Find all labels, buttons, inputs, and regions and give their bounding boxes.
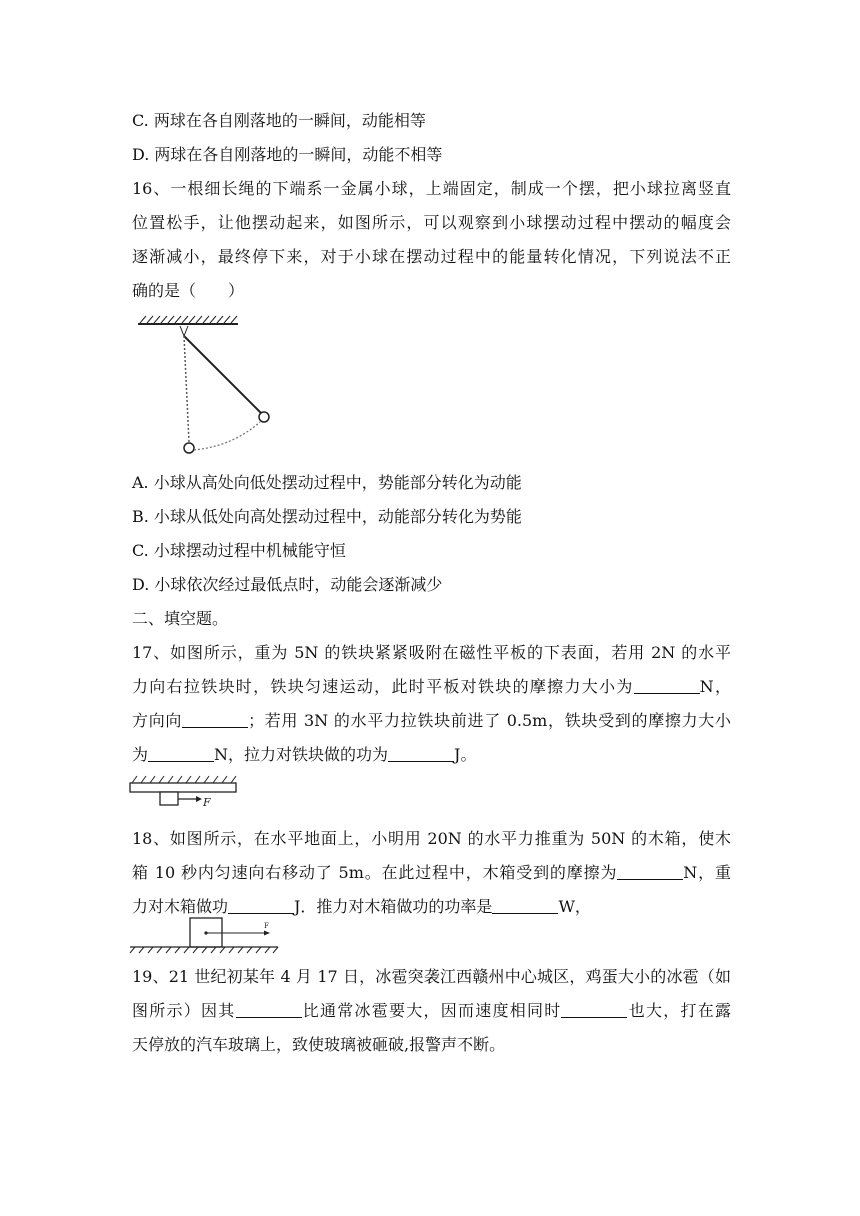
q16-option-a: A. 小球从高处向低处摆动过程中，势能部分转化为动能 <box>132 473 522 492</box>
q19-text: 图所示）因其 <box>132 1001 236 1020</box>
section-title-fill-in: 二、填空题。 <box>132 609 229 628</box>
q19-stem-line-3: 天停放的汽车玻璃上，致使玻璃被砸破,报警声不断。 <box>132 1035 506 1054</box>
q17-stem-line-3 <box>132 710 731 732</box>
q16-stem-line-1: 16、一根细长绳的下端系一金属小球，上端固定，制成一个摆，把小球拉离竖直 <box>132 179 731 198</box>
answer-blank[interactable] <box>561 1002 627 1018</box>
q16-stem-line-3: 逐渐减小，最终停下来，对于小球在摆动过程中的能量转化情况，下列说法不正 <box>132 247 731 266</box>
q16-stem-line-4: 确的是（ ） <box>132 281 245 300</box>
q17-text: N，拉力对铁块做的功为 <box>214 745 389 764</box>
q17-stem-line-2 <box>132 676 731 698</box>
answer-blank[interactable] <box>492 898 558 914</box>
q16-option-d: D. 小球依次经过最低点时，动能会逐渐减少 <box>132 575 443 594</box>
q17-stem-line-1: 17、如图所示，重为 5N 的铁块紧紧吸附在磁性平板的下表面，若用 2N 的水平 <box>132 643 731 662</box>
q19-text: 比通常冰雹要大，因而速度相同时 <box>301 1001 562 1020</box>
q17-text: 方向向 <box>132 711 183 730</box>
q18-text: N，重 <box>683 863 731 882</box>
q15-option-d: D. 两球在各自刚落地的一瞬间，动能不相等 <box>132 145 443 164</box>
force-label: F <box>203 796 211 809</box>
q17-text: ；若用 3N 的水平力拉铁块前进了 0.5m，铁块受到的摩擦力大小 <box>248 711 731 730</box>
q17-text: 为 <box>132 745 149 764</box>
q16-option-c: C. 小球摆动过程中机械能守恒 <box>132 541 346 560</box>
answer-blank[interactable] <box>148 746 214 762</box>
q18-text: 力对木箱做功 <box>132 897 229 916</box>
answer-blank[interactable] <box>388 746 454 762</box>
q16-stem-line-2: 位置松手，让他摆动起来，如图所示，可以观察到小球摆动过程中摆动的幅度会 <box>132 213 731 232</box>
pendulum-figure <box>138 312 258 462</box>
magnetic-plate-figure <box>130 775 242 809</box>
answer-blank[interactable] <box>236 1002 302 1018</box>
q17-text: N， <box>699 677 731 696</box>
q19-text: 也大，打在露 <box>627 1001 731 1020</box>
q18-text: 箱 10 秒内匀速向右移动了 5m。在此过程中，木箱受到的摩擦为 <box>132 863 618 882</box>
q18-text: W， <box>558 897 591 916</box>
q17-text: 力向右拉铁块时，铁块匀速运动，此时平板对铁块的摩擦力大小为 <box>132 677 634 696</box>
force-label: F <box>264 922 269 930</box>
q15-option-c: C. 两球在各自刚落地的一瞬间，动能相等 <box>132 111 426 130</box>
answer-blank[interactable] <box>228 898 294 914</box>
answer-blank[interactable] <box>634 678 700 694</box>
q18-text: J．推力对木箱做功的功率是 <box>294 897 493 916</box>
q19-stem-line-2 <box>132 1000 731 1022</box>
wooden-box-figure <box>130 915 280 955</box>
q19-stem-line-1: 19、21 世纪初某年 4 月 17 日，冰雹突袭江西赣州中心城区，鸡蛋大小的冰雹（如 <box>132 967 731 986</box>
answer-blank[interactable] <box>182 712 248 728</box>
q18-stem-line-2 <box>132 862 731 884</box>
q17-stem-line-4 <box>132 744 476 766</box>
q16-option-b: B. 小球从低处向高处摆动过程中，动能部分转化为势能 <box>132 507 522 526</box>
answer-blank[interactable] <box>617 864 683 880</box>
q17-text: J。 <box>454 745 477 764</box>
q18-stem-line-1: 18、如图所示，在水平地面上，小明用 20N 的水平力推重为 50N 的木箱，使木 <box>132 829 731 848</box>
